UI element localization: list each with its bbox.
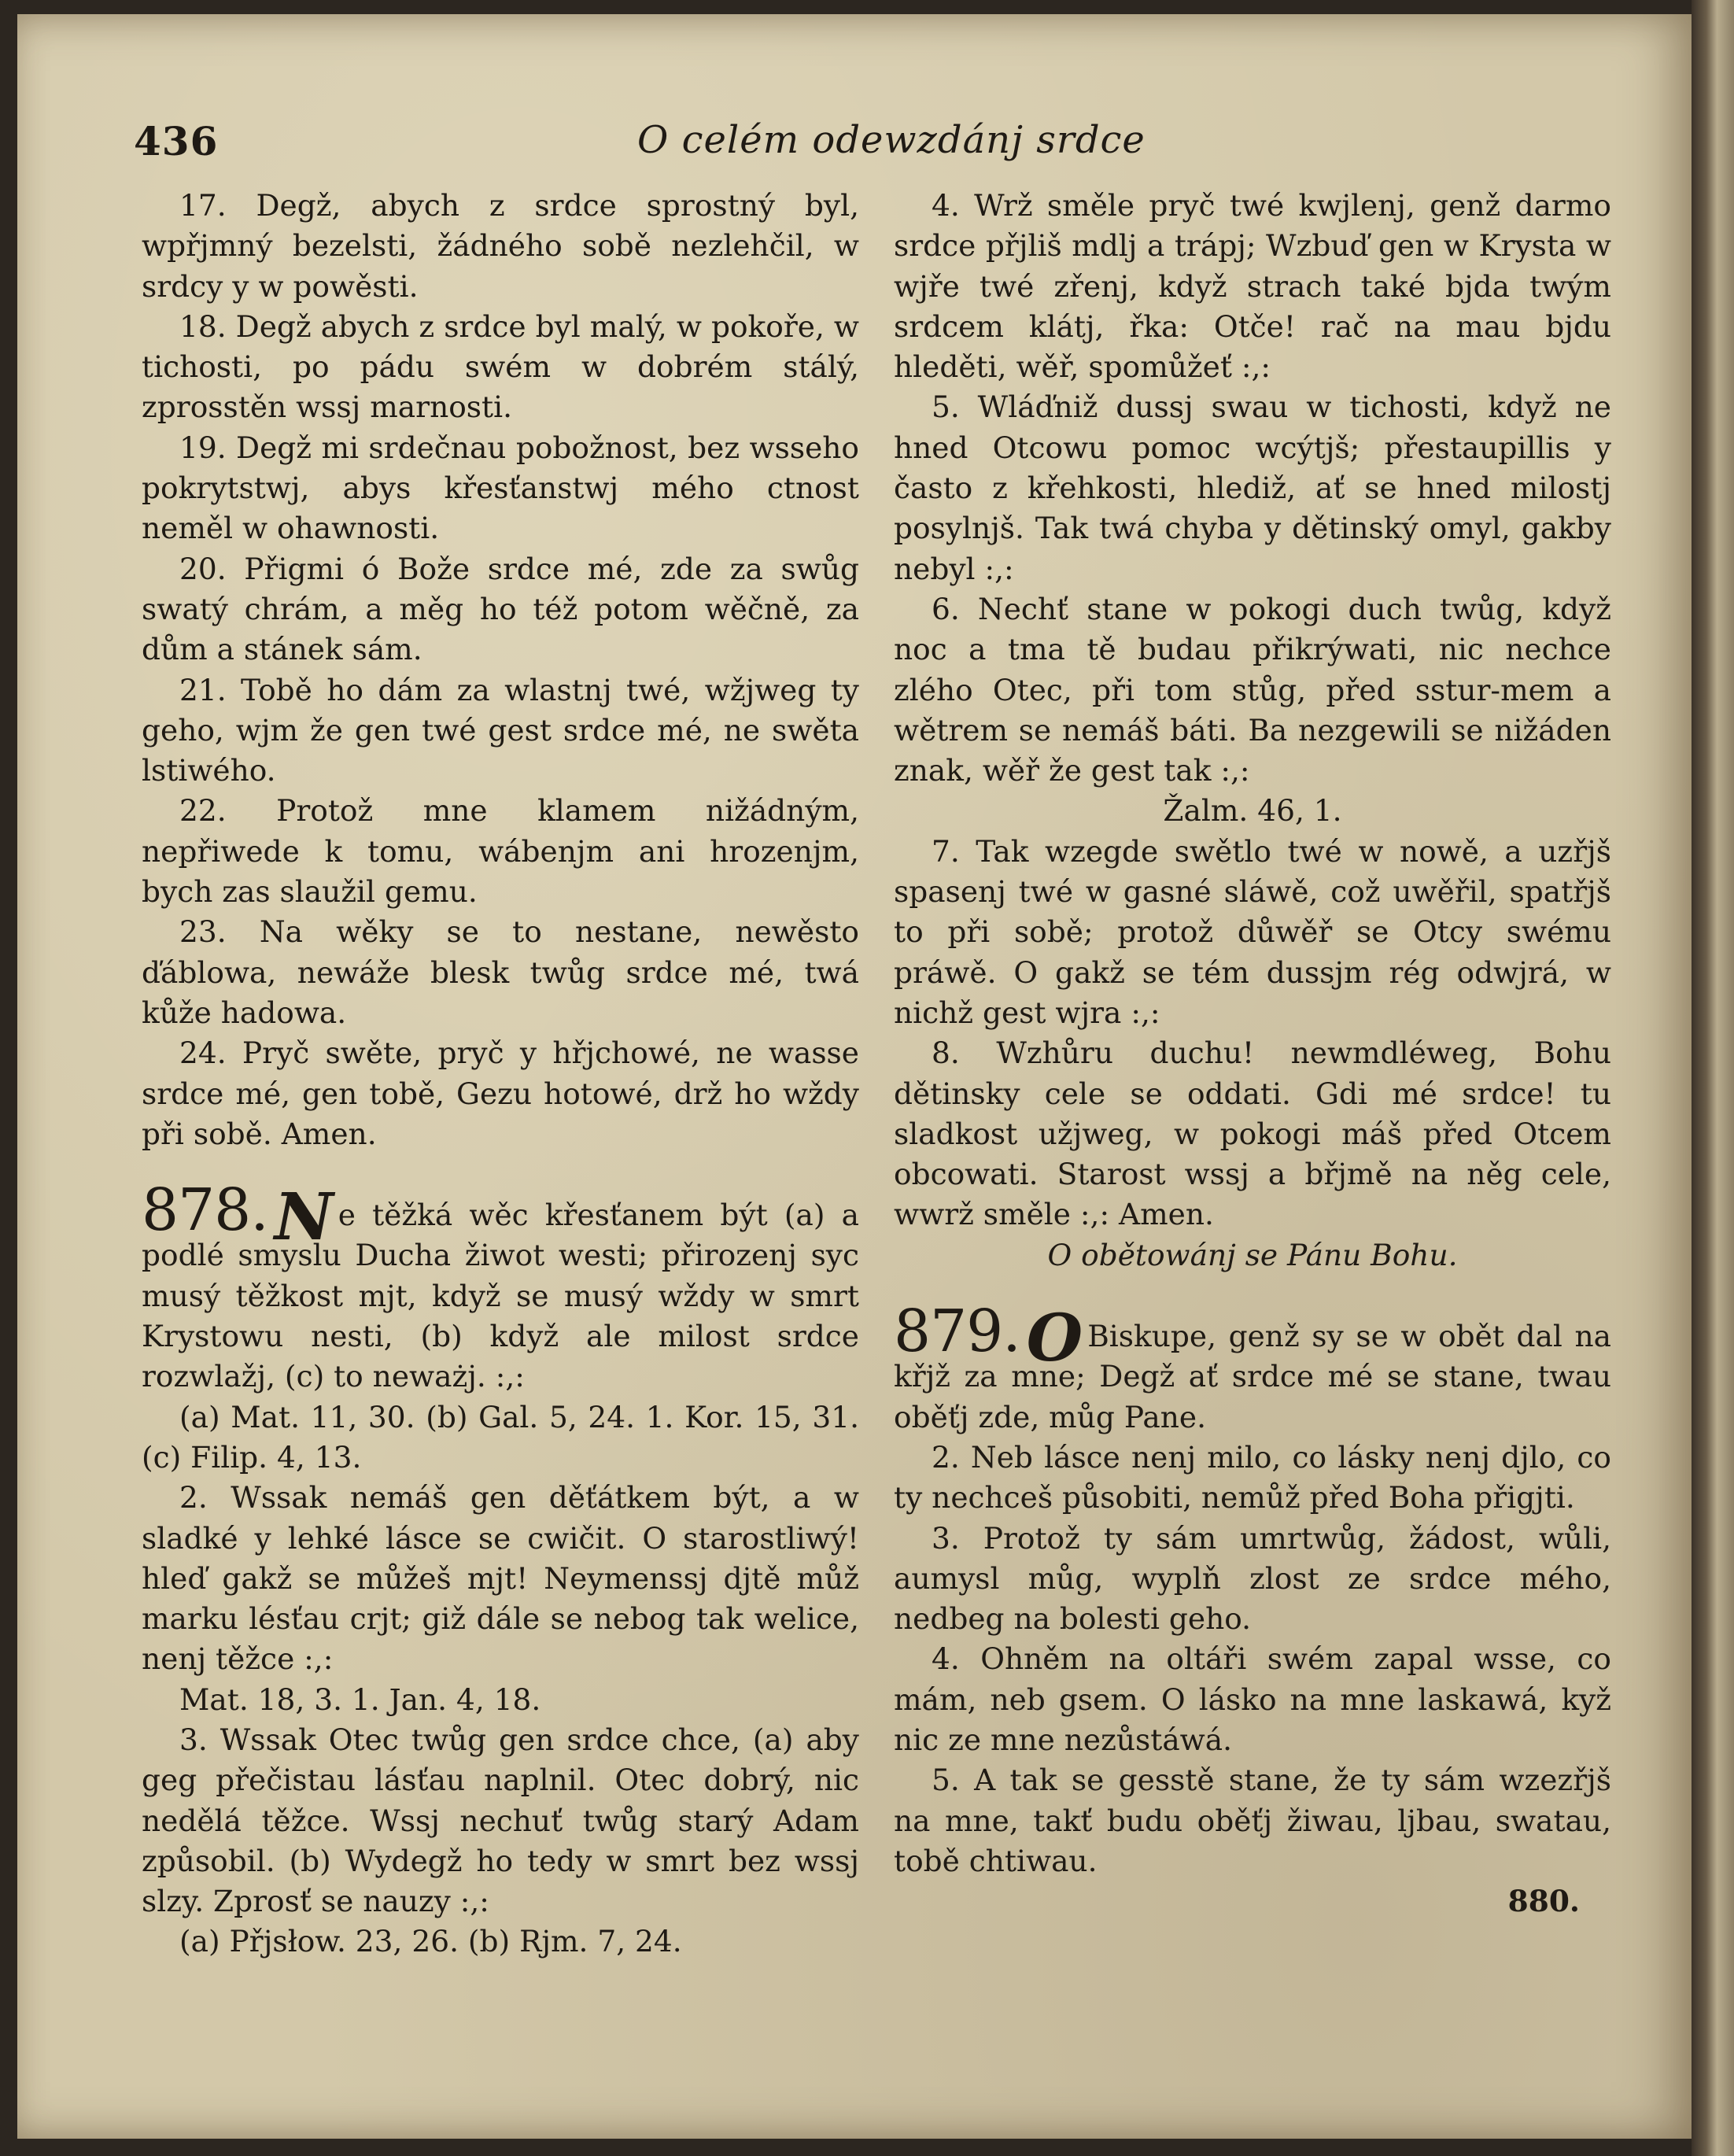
scripture-reference: (a) Mat. 11, 30. (b) Gal. 5, 24. 1. Kor. 15, 31. (c) Filip. 4, 13. <box>142 1399 859 1475</box>
scripture-reference: Žalm. 46, 1. <box>1163 793 1342 829</box>
verse: 6. Nechť stane w pokogi duch twůg, když noc a tma tě budau přikrýwati, nic nechce zlého Otec, při tom stůg, před sstur-mem a wětrem se nemáš báti. Ba nezgewili se nižáden znak, wěř že gest tak :,: <box>894 591 1611 788</box>
drop-cap: O <box>1026 1301 1083 1377</box>
verse: 3. Wssak Otec twůg gen srdce chce, (a) aby geg přečistau lásťau naplnil. Otec dobrý, nic nedělá těžce. Wssj nechuť twůg starý Adam způsobil. (b) Wydegž ho tedy w smrt bez wssj slzy. Zprosť se nauzy :,: <box>142 1722 859 1919</box>
verse: 17. Degž, abych z srdce sprostný byl, wpřjmný bezelsti, žádného sobě nezlehčil, w srdcy y w powěsti. <box>142 188 859 304</box>
verse: 19. Degž mi srdečnau pobožnost, bez wsseho pokrytstwj, abys křesťanstwj mého ctnost neměl w ohawnosti. <box>142 430 859 546</box>
verse: 24. Pryč swěte, pryč y hřjchowé, ne wasse srdce mé, gen tobě, Gezu hotowé, drž ho wždy při sobě. Amen. <box>142 1036 859 1151</box>
next-page-edge <box>1692 0 1734 2156</box>
verse: 4. Ohněm na oltáři swém zapal wsse, co mám, neb gsem. O lásko na mne laskawá, kyž nic ze mne nezůstáwá. <box>894 1641 1611 1757</box>
verse: 18. Degž abych z srdce byl malý, w pokoře, w tichosti, po pádu swém w dobrém stálý, zprosstěn wssj marnosti. <box>142 308 859 425</box>
verse: 2. Wssak nemáš gen děťátkem být, a w sladké y lehké lásce se cwičit. O starostliwý! hleď gakž se můžeš mjt! Neymenssj djtě můž marku lésťau crjt; giž dále se nebog tak welice, nenj těžce :,: <box>142 1480 859 1677</box>
hymn-start <box>142 1176 859 1397</box>
verse: 22. Protož mne klamem nižádným, nepřiwede k tomu, wábenjm ani hrozenjm, bych zas slaužil gemu. <box>142 793 859 910</box>
right-column <box>894 186 1611 1922</box>
verse: 20. Přigmi ó Bože srdce mé, zde za swůg swatý chrám, a měg ho též potom wěčně, za dům a stánek sám. <box>142 551 859 667</box>
scripture-reference: Mat. 18, 3. 1. Jan. 4, 18. <box>179 1682 541 1717</box>
catchword: 880. <box>1507 1884 1580 1919</box>
scripture-reference: (a) Přjsłow. 23, 26. (b) Rjm. 7, 24. <box>179 1924 682 1959</box>
verse: 3. Protož ty sám umrtwůg, žádost, wůli, aumysl můg, wyplň zlost ze srdce mého, nedbeg na bolesti geho. <box>894 1520 1611 1637</box>
running-title: O celém odewzdánj srdce <box>637 118 1146 162</box>
drop-cap: N <box>274 1180 334 1256</box>
verse: 8. Wzhůru duchu! newmdléweg, Bohu dětinsky cele se oddati. Gdi mé srdce! tu sladkost užjweg, w pokogi máš před Otcem obcowati. Starost wssj a břjmě na něg cele, wwrž směle :,: Amen. <box>894 1036 1611 1232</box>
verse: 21. Tobě ho dám za wlastnj twé, wžjweg ty geho, wjm že gen twé gest srdce mé, ne swěta lstiwého. <box>142 672 859 788</box>
verse: 5. Wláďniž dussj swau w tichosti, když ne hned Otcowu pomoc wcýtjš; přestaupillis y často z křehkosti, hlediž, ať se hned milostj posylnjš. Tak twá chyba y dětinský omyl, gakby nebyl :,: <box>894 389 1611 586</box>
verse: 7. Tak wzegde swětlo twé w nowě, a uzřjš spasenj twé w gasné sláwě, což uwěřil, spatřjš to při sobě; protož důwěř se Otcy swému práwě. O gakž se tém dussjm rég odwjrá, w nichž gest wjra :,: <box>894 833 1611 1030</box>
hymn-start <box>894 1298 1611 1438</box>
hymn-text: Biskupe, genž sy se w obět dal na křjž za mne; Degž ať srdce mé se stane, twau oběťj zde, můg Pane. <box>894 1319 1611 1434</box>
verse: 23. Na wěky se to nestane, newěsto ďáblowa, newáže blesk twůg srdce mé, twá kůže hadowa. <box>142 914 859 1030</box>
hymn-text: e těžká wěc křesťanem být (a) a podlé smyslu Ducha žiwot westi; přirozenj syc musý těžkost mjt, když se musý wždy w smrt Krystowu nesti, (b) když ale milost srdce rozwlažj, (c) to neważj. :,: <box>142 1198 859 1394</box>
verse: 4. Wrž směle pryč twé kwjlenj, genž darmo srdce přjliš mdlj a trápj; Wzbuď gen w Krysta w wjře twé zřenj, když strach také bjda twým srdcem klátj, řka: Otče! rač na mau bjdu hleděti, wěř, spomůžeť :,: <box>894 188 1611 385</box>
verse: 2. Neb lásce nenj milo, co lásky nenj djlo, co ty nechceš působiti, nemůž před Boha přigjti. <box>894 1439 1611 1515</box>
left-column <box>142 186 859 1962</box>
hymn-number: 879. <box>894 1298 1020 1366</box>
verse: 5. A tak se gesstě stane, že ty sám wzezřjš na mne, takť budu oběťj žiwau, ljbau, swatau, tobě chtiwau. <box>894 1763 1611 1878</box>
hymn-number: 878. <box>142 1176 268 1245</box>
section-title: O obětowánj se Pánu Bohu. <box>1047 1237 1458 1272</box>
page-number: 436 <box>134 118 219 164</box>
page-header <box>134 118 1629 181</box>
